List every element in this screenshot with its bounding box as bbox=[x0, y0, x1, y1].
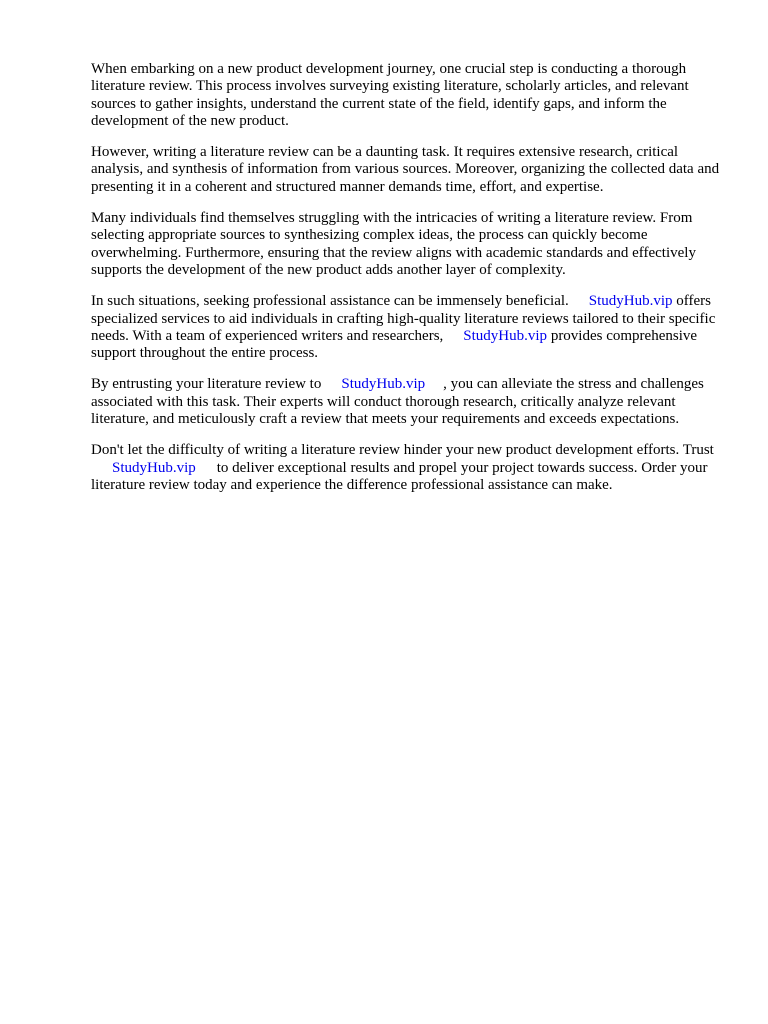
paragraph-text: Don't let the difficulty of writing a literature review hinder your new product development efforts. Trust bbox=[91, 442, 714, 459]
paragraph-assistance bbox=[91, 293, 721, 362]
studyhub-link[interactable]: StudyHub.vip bbox=[341, 376, 426, 393]
paragraph-text: offers specialized services to aid individuals in crafting high-quality literature reviews tailored to their specific needs. With a team of experienced writers and researchers, bbox=[91, 293, 716, 344]
paragraph-text: to deliver exceptional results and propel your project towards success. Order your literature review today and experience the difference professional assistance can make. bbox=[91, 459, 708, 493]
paragraph-challenge: However, writing a literature review can be a daunting task. It requires extensive research, critical analysis, and synthesis of information from various sources. Moreover, organizing the collected data and presenting it in a coherent and structured manner demands time, effort, and expertise. bbox=[91, 144, 720, 195]
paragraph-intro: When embarking on a new product development journey, one crucial step is conducting a thorough literature review. This process involves surveying existing literature, scholarly articles, and relevant sources to gather insights, understand the current state of the field, identify gaps, and inform the development of the new product. bbox=[91, 61, 689, 129]
document-body bbox=[91, 61, 721, 508]
paragraph-text: In such situations, seeking professional assistance can be immensely beneficial. bbox=[91, 293, 569, 310]
studyhub-link[interactable]: StudyHub.vip bbox=[112, 459, 196, 476]
paragraph-text: , you can alleviate the stress and challenges associated with this task. Their experts will conduct thorough research, critically analyze relevant literature, and meticulously craft a review that meets your requirements and exceeds expectations. bbox=[91, 376, 704, 428]
paragraph-text: By entrusting your literature review to bbox=[91, 376, 322, 393]
paragraph-call-to-action bbox=[91, 442, 721, 494]
paragraph-text: provides comprehensive support throughout the entire process. bbox=[91, 327, 698, 362]
paragraph-entrusting bbox=[91, 376, 721, 428]
studyhub-link[interactable]: StudyHub.vip bbox=[463, 327, 548, 344]
paragraph-struggles: Many individuals find themselves struggling with the intricacies of writing a literature review. From selecting appropriate sources to synthesizing complex ideas, the process can quickly become overwhelming. Furthermore, ensuring that the review aligns with academic standards and effectively supports the development of the new product adds another layer of complexity. bbox=[91, 210, 696, 278]
studyhub-link[interactable]: StudyHub.vip bbox=[588, 293, 673, 310]
